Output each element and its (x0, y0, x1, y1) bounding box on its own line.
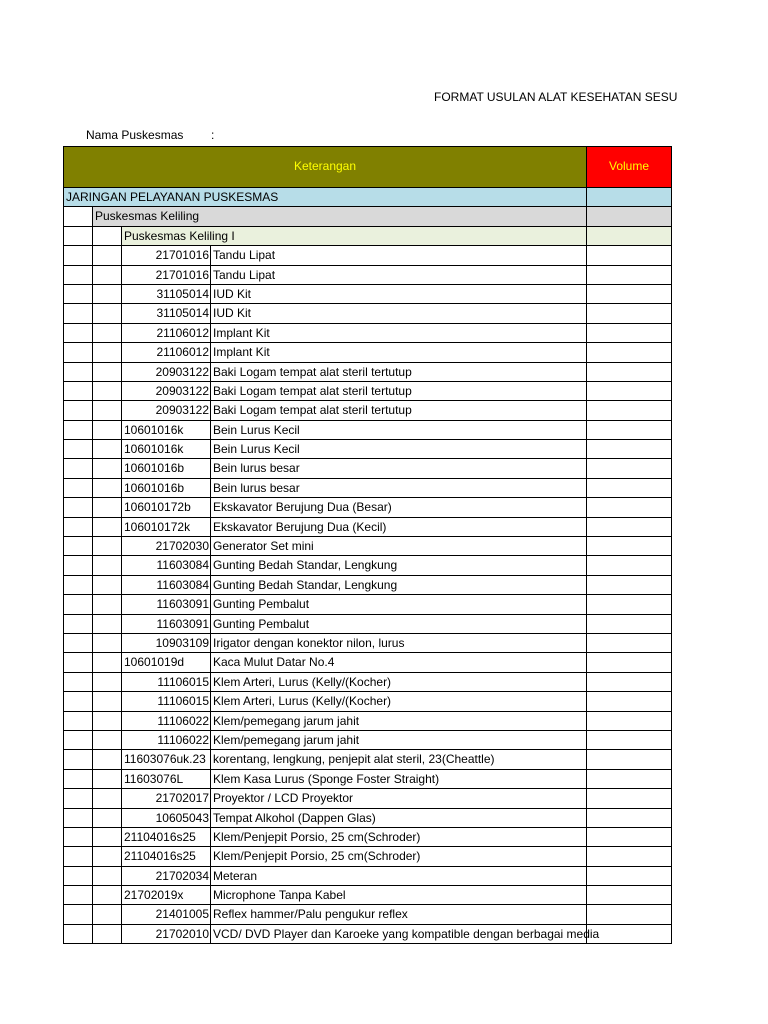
indent-cell (93, 770, 122, 789)
indent-cell (93, 886, 122, 905)
item-code: 21702034 (122, 867, 211, 886)
indent-cell (93, 440, 122, 459)
table-row (64, 576, 672, 595)
indent-cell (64, 459, 93, 478)
indent-cell (93, 615, 122, 634)
indent-cell (64, 537, 93, 556)
volume-cell[interactable] (587, 789, 672, 808)
indent-cell (64, 867, 93, 886)
indent-cell (64, 324, 93, 343)
indent-cell (64, 595, 93, 614)
indent-cell (64, 905, 93, 924)
table-row (64, 770, 672, 789)
item-name: Gunting Bedah Standar, Lengkung (211, 556, 587, 575)
table-row (64, 634, 672, 653)
item-name: VCD/ DVD Player dan Karoeke yang kompatible dengan berbagai media (211, 925, 587, 944)
item-name: Klem Arteri, Lurus (Kelly/(Kocher) (211, 692, 587, 711)
table-row (64, 304, 672, 323)
indent-cell (93, 731, 122, 750)
document-title: FORMAT USULAN ALAT KESEHATAN SESU (434, 90, 678, 104)
volume-cell[interactable] (587, 285, 672, 304)
item-code: 11106015 (122, 692, 211, 711)
item-code: 10601019d (122, 653, 211, 672)
item-code: 21701016 (122, 246, 211, 265)
volume-cell[interactable] (587, 518, 672, 537)
item-name: Ekskavator Berujung Dua (Besar) (211, 498, 587, 517)
volume-cell[interactable] (587, 227, 672, 246)
item-code: 11106015 (122, 673, 211, 692)
header-volume: Volume (587, 147, 672, 188)
indent-cell (93, 421, 122, 440)
indent-cell (93, 382, 122, 401)
table-row (64, 809, 672, 828)
item-code: 106010172b (122, 498, 211, 517)
volume-cell[interactable] (587, 750, 672, 769)
volume-cell[interactable] (587, 304, 672, 323)
item-code: 11603084 (122, 556, 211, 575)
item-name: Baki Logam tempat alat steril tertutup (211, 382, 587, 401)
table-row (64, 246, 672, 265)
table-row (64, 324, 672, 343)
volume-cell[interactable] (587, 886, 672, 905)
volume-cell[interactable] (587, 770, 672, 789)
item-name: Generator Set mini (211, 537, 587, 556)
indent-cell (93, 285, 122, 304)
table-header-row (64, 147, 672, 188)
indent-cell (64, 731, 93, 750)
volume-cell[interactable] (587, 459, 672, 478)
item-name: Gunting Pembalut (211, 615, 587, 634)
item-code: 21106012 (122, 324, 211, 343)
item-name: Klem Arteri, Lurus (Kelly/(Kocher) (211, 673, 587, 692)
indent-cell (64, 518, 93, 537)
item-name: Kaca Mulut Datar No.4 (211, 653, 587, 672)
volume-cell[interactable] (587, 712, 672, 731)
volume-cell[interactable] (587, 401, 672, 420)
volume-cell[interactable] (587, 498, 672, 517)
item-name: Klem/Penjepit Porsio, 25 cm(Schroder) (211, 847, 587, 866)
volume-cell[interactable] (587, 188, 672, 207)
indent-cell (93, 537, 122, 556)
item-code: 11603091 (122, 615, 211, 634)
indent-cell (64, 285, 93, 304)
item-name: Klem Kasa Lurus (Sponge Foster Straight) (211, 770, 587, 789)
indent-cell (93, 576, 122, 595)
table-row (64, 595, 672, 614)
item-name: Baki Logam tempat alat steril tertutup (211, 401, 587, 420)
indent-cell (64, 750, 93, 769)
item-name: Proyektor / LCD Proyektor (211, 789, 587, 808)
indent-cell (64, 828, 93, 847)
item-name: Tandu Lipat (211, 266, 587, 285)
volume-cell[interactable] (587, 595, 672, 614)
table-row (64, 867, 672, 886)
table-row (64, 750, 672, 769)
nama-puskesmas-colon: : (211, 128, 215, 142)
item-name: Meteran (211, 867, 587, 886)
item-name: Tempat Alkohol (Dappen Glas) (211, 809, 587, 828)
indent-cell (64, 421, 93, 440)
item-code: 21701016 (122, 266, 211, 285)
nama-puskesmas-label: Nama Puskesmas (86, 128, 184, 142)
volume-cell[interactable] (587, 905, 672, 924)
item-rows (64, 246, 672, 944)
table-row (64, 498, 672, 517)
item-name: Implant Kit (211, 324, 587, 343)
item-name: korentang, lengkung, penjepit alat steril, 23(Cheattle) (211, 750, 587, 769)
header-keterangan: Keterangan (64, 147, 587, 188)
indent-cell (93, 789, 122, 808)
table-row (64, 847, 672, 866)
item-code: 21401005 (122, 905, 211, 924)
item-code: 21702019x (122, 886, 211, 905)
table-row (64, 615, 672, 634)
item-code: 11603091 (122, 595, 211, 614)
indent-cell (93, 809, 122, 828)
indent-cell (64, 615, 93, 634)
item-code: 10601016b (122, 479, 211, 498)
indent-cell (93, 750, 122, 769)
item-code: 21104016s25 (122, 847, 211, 866)
table-row (64, 518, 672, 537)
indent-cell (93, 246, 122, 265)
item-name: Baki Logam tempat alat steril tertutup (211, 363, 587, 382)
item-code: 20903122 (122, 363, 211, 382)
volume-cell[interactable] (587, 207, 672, 226)
group-label-puskesmas-keliling-i: Puskesmas Keliling I (122, 227, 587, 246)
item-name: Bein Lurus Kecil (211, 440, 587, 459)
indent-cell (93, 227, 122, 246)
item-name: Klem/pemegang jarum jahit (211, 731, 587, 750)
indent-cell (64, 246, 93, 265)
table-row (64, 343, 672, 362)
item-code: 10605043 (122, 809, 211, 828)
item-code: 31105014 (122, 285, 211, 304)
indent-cell (64, 789, 93, 808)
table-row (64, 905, 672, 924)
group-label-puskesmas-keliling: Puskesmas Keliling (93, 207, 587, 226)
item-code: 20903122 (122, 382, 211, 401)
item-code: 11603076L (122, 770, 211, 789)
table-row (64, 421, 672, 440)
item-name: IUD Kit (211, 285, 587, 304)
volume-cell[interactable] (587, 673, 672, 692)
table-row (64, 731, 672, 750)
table-row (64, 363, 672, 382)
item-name: Reflex hammer/Palu pengukur reflex (211, 905, 587, 924)
indent-cell (64, 266, 93, 285)
indent-cell (64, 440, 93, 459)
indent-cell (64, 576, 93, 595)
table-row (64, 401, 672, 420)
volume-cell[interactable] (587, 828, 672, 847)
volume-cell[interactable] (587, 421, 672, 440)
table-row (64, 382, 672, 401)
volume-cell[interactable] (587, 847, 672, 866)
table-row (64, 692, 672, 711)
item-code: 11603084 (122, 576, 211, 595)
item-name: Implant Kit (211, 343, 587, 362)
table-row (64, 285, 672, 304)
item-name: Bein lurus besar (211, 459, 587, 478)
item-name: Gunting Pembalut (211, 595, 587, 614)
volume-cell[interactable] (587, 692, 672, 711)
volume-cell[interactable] (587, 537, 672, 556)
indent-cell (93, 847, 122, 866)
indent-cell (64, 770, 93, 789)
item-code: 10601016k (122, 440, 211, 459)
volume-cell[interactable] (587, 615, 672, 634)
indent-cell (64, 207, 93, 226)
volume-cell[interactable] (587, 363, 672, 382)
indent-cell (64, 847, 93, 866)
indent-cell (64, 401, 93, 420)
item-name: Bein Lurus Kecil (211, 421, 587, 440)
indent-cell (93, 925, 122, 944)
group-row-puskesmas-keliling (64, 207, 672, 226)
table-row (64, 556, 672, 575)
group-label-jaringan: JARINGAN PELAYANAN PUSKESMAS (64, 188, 587, 207)
indent-cell (64, 556, 93, 575)
indent-cell (64, 363, 93, 382)
indent-cell (93, 692, 122, 711)
table-row (64, 673, 672, 692)
item-code: 21702010 (122, 925, 211, 944)
indent-cell (93, 867, 122, 886)
item-name: Irigator dengan konektor nilon, lurus (211, 634, 587, 653)
indent-cell (93, 401, 122, 420)
volume-cell[interactable] (587, 324, 672, 343)
indent-cell (64, 634, 93, 653)
indent-cell (64, 712, 93, 731)
volume-cell[interactable] (587, 634, 672, 653)
item-code: 11106022 (122, 731, 211, 750)
volume-cell[interactable] (587, 731, 672, 750)
volume-cell[interactable] (587, 266, 672, 285)
item-code: 21702017 (122, 789, 211, 808)
indent-cell (64, 925, 93, 944)
item-name: Ekskavator Berujung Dua (Kecil) (211, 518, 587, 537)
indent-cell (93, 266, 122, 285)
item-code: 11603076uk.23 (122, 750, 211, 769)
item-code: 10601016k (122, 421, 211, 440)
indent-cell (93, 324, 122, 343)
indent-cell (93, 518, 122, 537)
indent-cell (93, 595, 122, 614)
table-row (64, 653, 672, 672)
indent-cell (64, 673, 93, 692)
indent-cell (64, 227, 93, 246)
indent-cell (64, 692, 93, 711)
item-name: Microphone Tanpa Kabel (211, 886, 587, 905)
volume-cell[interactable] (587, 479, 672, 498)
item-name: Bein lurus besar (211, 479, 587, 498)
indent-cell (64, 653, 93, 672)
indent-cell (93, 828, 122, 847)
item-code: 106010172k (122, 518, 211, 537)
volume-cell[interactable] (587, 925, 672, 944)
item-code: 10601016b (122, 459, 211, 478)
table-row (64, 925, 672, 944)
group-row-puskesmas-keliling-i (64, 227, 672, 246)
indent-cell (93, 363, 122, 382)
table-row (64, 886, 672, 905)
volume-cell[interactable] (587, 809, 672, 828)
table-row (64, 266, 672, 285)
indent-cell (93, 905, 122, 924)
indent-cell (64, 343, 93, 362)
item-code: 10903109 (122, 634, 211, 653)
indent-cell (93, 673, 122, 692)
indent-cell (64, 886, 93, 905)
indent-cell (64, 479, 93, 498)
item-code: 31105014 (122, 304, 211, 323)
item-code: 21104016s25 (122, 828, 211, 847)
table-row (64, 440, 672, 459)
item-name: Tandu Lipat (211, 246, 587, 265)
indent-cell (93, 653, 122, 672)
indent-cell (93, 479, 122, 498)
item-code: 21106012 (122, 343, 211, 362)
table-row (64, 479, 672, 498)
item-name: Klem/Penjepit Porsio, 25 cm(Schroder) (211, 828, 587, 847)
volume-cell[interactable] (587, 867, 672, 886)
indent-cell (64, 304, 93, 323)
indent-cell (93, 459, 122, 478)
volume-cell[interactable] (587, 556, 672, 575)
table-row (64, 789, 672, 808)
indent-cell (93, 498, 122, 517)
indent-cell (93, 556, 122, 575)
table-row (64, 828, 672, 847)
item-code: 11106022 (122, 712, 211, 731)
table-row (64, 712, 672, 731)
table-row (64, 537, 672, 556)
indent-cell (64, 498, 93, 517)
indent-cell (93, 304, 122, 323)
volume-cell[interactable] (587, 653, 672, 672)
indent-cell (93, 343, 122, 362)
item-name: Klem/pemegang jarum jahit (211, 712, 587, 731)
item-name: Gunting Bedah Standar, Lengkung (211, 576, 587, 595)
indent-cell (64, 809, 93, 828)
item-code: 20903122 (122, 401, 211, 420)
indent-cell (93, 712, 122, 731)
equipment-table (63, 146, 672, 944)
volume-cell[interactable] (587, 440, 672, 459)
indent-cell (64, 382, 93, 401)
volume-cell[interactable] (587, 343, 672, 362)
table-row (64, 459, 672, 478)
group-row-jaringan (64, 188, 672, 207)
volume-cell[interactable] (587, 382, 672, 401)
volume-cell[interactable] (587, 246, 672, 265)
item-code: 21702030 (122, 537, 211, 556)
item-name: IUD Kit (211, 304, 587, 323)
volume-cell[interactable] (587, 576, 672, 595)
indent-cell (93, 634, 122, 653)
